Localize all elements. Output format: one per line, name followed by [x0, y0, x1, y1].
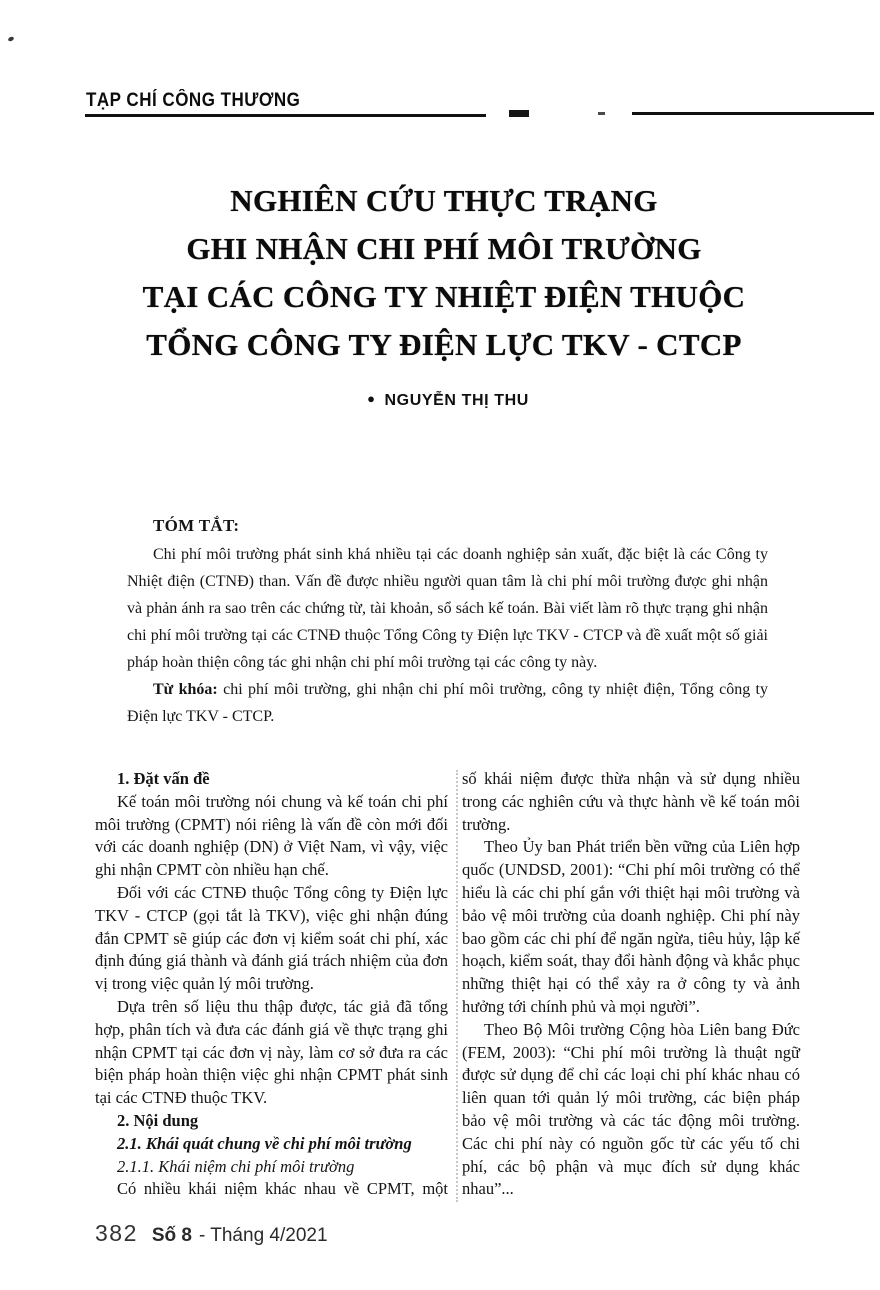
header-rule-dot: [598, 112, 605, 115]
author-bullet-icon: ●: [367, 391, 376, 406]
header-rule-mark: [509, 110, 529, 117]
abstract-heading: TÓM TẮT:: [153, 516, 240, 535]
header-rule-left: [85, 114, 486, 117]
paragraph-continuation: số khái niệm được thừa nhận và sử dụng nhiều trong các nghiên cứu và thực hành về kế toán môi trường.: [462, 769, 800, 834]
page-footer: [95, 1220, 328, 1247]
paragraph: Có nhiều khái niệm khác nhau về CPMT, một: [117, 1179, 448, 1199]
article-body: [95, 768, 800, 1201]
issue-label: Số 8: [151, 1225, 192, 1246]
author-name: NGUYỄN THỊ THU: [384, 392, 529, 409]
section-heading-2: 2. Nội dung: [117, 1110, 199, 1130]
journal-name: TẠP CHÍ CÔNG THƯƠNG: [86, 89, 301, 111]
subsection-heading-2-1: 2.1. Khái quát chung về chi phí môi trường: [117, 1133, 412, 1153]
keywords-label: Từ khóa:: [153, 681, 218, 698]
author-line: [0, 392, 880, 410]
abstract-section: [127, 512, 768, 730]
article-title-line-1: NGHIÊN CỨU THỰC TRẠNG: [230, 182, 658, 218]
article-title-line-2: GHI NHẬN CHI PHÍ MÔI TRƯỜNG: [186, 230, 702, 266]
issue-date: - Tháng 4/2021: [199, 1225, 328, 1246]
scan-artifact-mark: [7, 36, 14, 42]
abstract-body: Chi phí môi trường phát sinh khá nhiều tại các doanh nghiệp sản xuất, đặc biệt là các Công ty Nhiệt điện (CTNĐ) than. Vấn đề được nhiều người quan tâm là chi phí môi trường được ghi nhận và phản ánh ra sao trên các chứng từ, tài khoản, sổ sách kế toán. Bài viết làm rõ thực trạng ghi nhận chi phí môi trường tại các CTNĐ thuộc Tổng Công ty Điện lực TKV - CTCP và đề xuất một số giải pháp hoàn thiện công tác ghi nhận chi phí môi trường tại các công ty này.: [127, 546, 768, 671]
paragraph: Theo Ủy ban Phát triển bền vững của Liên hợp quốc (UNDSD, 2001): “Chi phí môi trường có thể hiểu là các chi phí gắn với thiệt hại môi trường và bảo vệ môi trường của doanh nghiệp. Chi phí này bao gồm các chi phí để ngăn ngừa, tiêu hủy, lập kế hoạch, kiểm soát, thay đổi hành động và khắc phục những thiệt hại có thể xảy ra ở công ty và ảnh hưởng tới chính phủ và mọi người”.: [462, 837, 800, 1016]
right-column: [462, 768, 800, 1201]
paragraph: Đối với các CTNĐ thuộc Tổng công ty Điện lực TKV - CTCP (gọi tắt là TKV), việc ghi nhận đúng đắn CPMT sẽ giúp các đơn vị kiểm soát chi phí, xác định đúng giá thành và đánh giá trách nhiệm của đơn vị trong việc quản lý môi trường.: [95, 882, 448, 994]
left-column: [95, 768, 448, 1201]
paragraph: Dựa trên số liệu thu thập được, tác giả đã tổng hợp, phân tích và đưa các đánh giá về thực trạng ghi nhận CPMT tại các đơn vị này, làm cơ sở đưa ra các biện pháp hoàn thiện việc ghi nhận CPMT phát sinh tại các CTNĐ thuộc TKV.: [95, 996, 448, 1108]
section-heading-1: 1. Đặt vấn đề: [117, 769, 210, 788]
subsection-heading-2-1-1: 2.1.1. Khái niệm chi phí môi trường: [117, 1156, 355, 1176]
paragraph: Kế toán môi trường nói chung và kế toán chi phí môi trường (CPMT) nói riêng là vấn đề còn mới đối với các doanh nghiệp (DN) ở Việt Nam, vì vậy, việc ghi nhận CPMT còn nhiều hạn chế.: [95, 791, 448, 880]
header-rule-right: [632, 112, 874, 115]
paragraph: Theo Bộ Môi trường Cộng hòa Liên bang Đức (FEM, 2003): “Chi phí môi trường là thuật ngữ được sử dụng để chỉ các loại chi phí khác nhau có liên quan tới quản lý môi trường, các biện pháp bảo vệ môi trường và các tác động môi trường. Các chi phí này có nguồn gốc từ các yếu tố chi phí, các bộ phận và mục đích sử dụng khác nhau”...: [462, 1019, 800, 1199]
page-number: 382: [95, 1220, 138, 1246]
article-title: [0, 177, 880, 369]
keywords-line: [127, 676, 768, 730]
article-title-line-3: TẠI CÁC CÔNG TY NHIỆT ĐIỆN THUỘC: [142, 278, 746, 314]
article-title-line-4: TỔNG CÔNG TY ĐIỆN LỰC TKV - CTCP: [146, 326, 742, 362]
keywords-text: chi phí môi trường, ghi nhận chi phí môi trường, công ty nhiệt điện, Tổng công ty Điện lực TKV - CTCP.: [127, 681, 768, 725]
